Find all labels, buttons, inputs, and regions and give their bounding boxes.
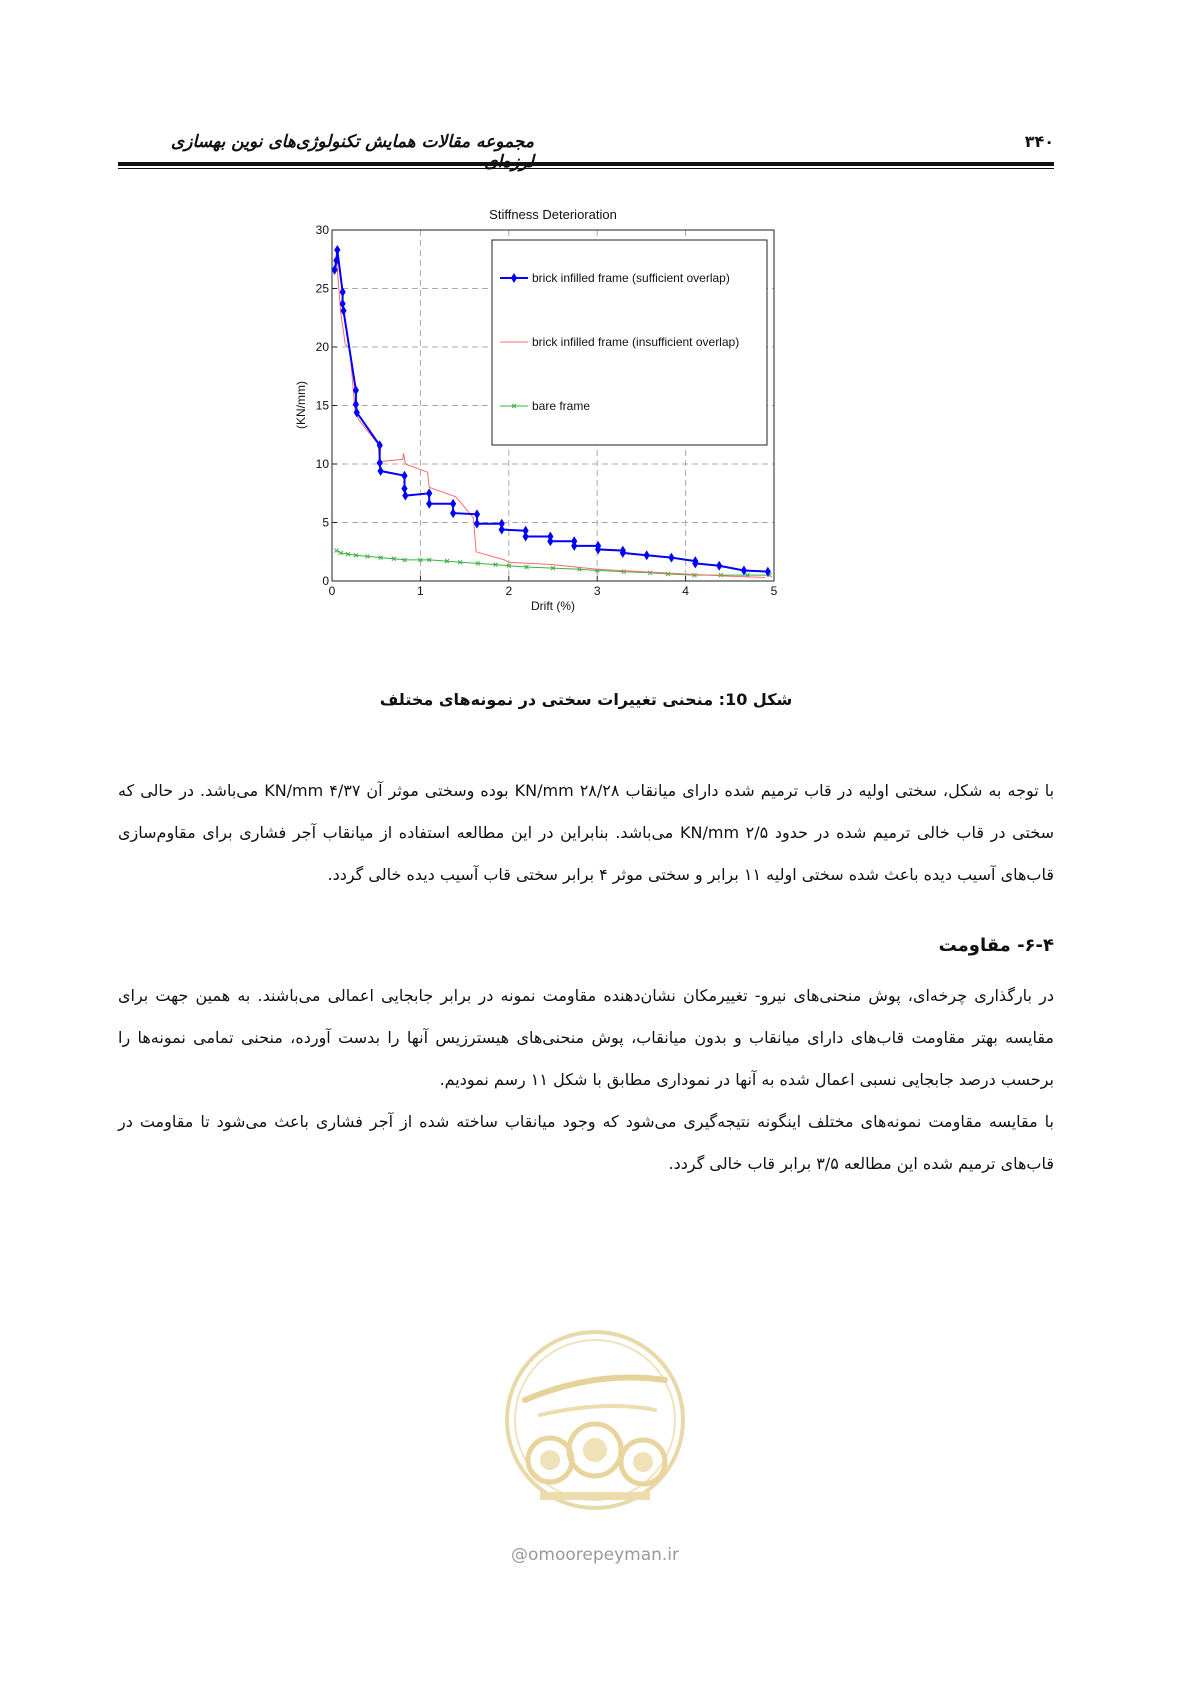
y-tick-label: 5 xyxy=(322,515,329,530)
legend-label: brick infilled frame (sufficient overlap) xyxy=(532,271,730,285)
header-rule-thin xyxy=(118,168,1054,169)
series-point xyxy=(334,549,338,553)
y-tick-label: 20 xyxy=(315,340,329,354)
paragraph-envelope: در بارگذاری چرخه‌ای، پوش منحنی‌های نیرو- تغییرمکان نشان‌دهنده مقاومت نمونه در برابر جابجایی اعمالی می‌باشند. به همین جهت برای مقایسه بهتر مقاومت قاب‌های دارای میانقاب و بدون میانقاب، پوش منحنی‌های هیسترزیس آنها را بدست آورده، منحنی تمامی نمونه‌ها را برحسب درصد جابجایی نسبی اعمال شده به آنها در نموداری مطابق با شکل ۱۱ رسم نمودیم. xyxy=(118,986,1054,1089)
series-point xyxy=(402,472,407,480)
series-point xyxy=(474,510,479,518)
y-tick-label: 30 xyxy=(315,223,329,237)
series-point xyxy=(335,246,340,254)
x-tick-label: 1 xyxy=(417,584,424,598)
figure-caption: شکل 10: منحنی تغییرات سختی در نمونه‌های مختلف xyxy=(379,690,793,709)
legend-label: bare frame xyxy=(532,399,591,413)
series-group xyxy=(334,549,771,578)
series-point xyxy=(402,485,407,493)
y-tick-label: 0 xyxy=(322,574,329,588)
journal-title: مجموعه مقالات همایش تکنولوژی‌های نوین بهسازی xyxy=(170,132,534,152)
section-heading-strength: ۶-۴- مقاومت xyxy=(938,935,1054,956)
series-point xyxy=(669,554,674,562)
series-point xyxy=(378,467,383,475)
series-point xyxy=(451,509,456,517)
series-point xyxy=(717,562,722,570)
chart-svg xyxy=(294,207,860,675)
paragraph-comparison: با مقایسه مقاومت نمونه‌های مختلف اینگونه نتیجه‌گیری می‌شود که وجود میانقاب ساخته شده از آجر فشاری باعث می‌شود تا مقاومت در قاب‌های ترمیم شده این مطالعه ۳/۵ برابر قاب خالی گردد. xyxy=(118,1112,1054,1173)
running-header xyxy=(118,130,1054,160)
series-point xyxy=(403,492,408,500)
x-tick-label: 4 xyxy=(682,584,689,598)
series-point xyxy=(340,300,345,308)
series-point xyxy=(523,533,528,541)
x-tick-label: 2 xyxy=(505,584,513,598)
x-tick-label: 0 xyxy=(328,584,336,598)
y-tick-label: 10 xyxy=(315,457,329,471)
series-point xyxy=(451,500,456,508)
y-tick-label: 15 xyxy=(315,398,329,413)
series-point xyxy=(644,551,649,559)
chart-legend xyxy=(492,240,767,445)
series-point xyxy=(427,489,432,497)
series-point xyxy=(332,266,337,274)
logo-seal-icon xyxy=(495,1310,695,1550)
y-axis-label: (KN/mm) xyxy=(294,381,308,429)
legend-label: brick infilled frame (insufficient overlap) xyxy=(532,335,740,349)
series-point xyxy=(377,459,382,467)
series-line xyxy=(336,551,769,576)
chart-title: Stiffness Deterioration xyxy=(489,207,617,222)
series-point xyxy=(341,307,346,315)
series-point xyxy=(474,520,479,528)
x-tick-label: 5 xyxy=(770,584,778,598)
stiffness-chart xyxy=(294,207,860,675)
series-point xyxy=(340,288,345,296)
series-point xyxy=(499,526,504,534)
y-tick-label: 25 xyxy=(315,281,329,296)
paragraph-stiffness: با توجه به شکل، سختی اولیه در قاب ترمیم شده دارای میانقاب KN/mm ۲۸/۲۸ بوده وسختی موثر آن KN/mm ۴/۳۷ می‌باشد. در حالی که سختی در قاب خالی ترمیم شده در حدود KN/mm ۲/۵ می‌باشد. بنابراین در این مطالعه استفاده از میانقاب آجر فشاری برای مقاوم‌سازی قاب‌های آسیب دیده باعث شده سختی اولیه ۱۱ برابر و سختی موثر ۴ برابر سختی قاب آسیب دیده خالی گردد. xyxy=(118,781,1055,884)
watermark-url: @omoorepeyman.ir xyxy=(510,1545,680,1565)
watermark-logo xyxy=(495,1310,695,1550)
series-point xyxy=(353,386,358,394)
x-axis-label: Drift (%) xyxy=(531,599,575,613)
page-number: ۳۴۰ xyxy=(1024,132,1054,151)
x-tick-label: 3 xyxy=(593,584,601,598)
header-rule-thick xyxy=(118,162,1054,166)
series-point xyxy=(427,500,432,508)
